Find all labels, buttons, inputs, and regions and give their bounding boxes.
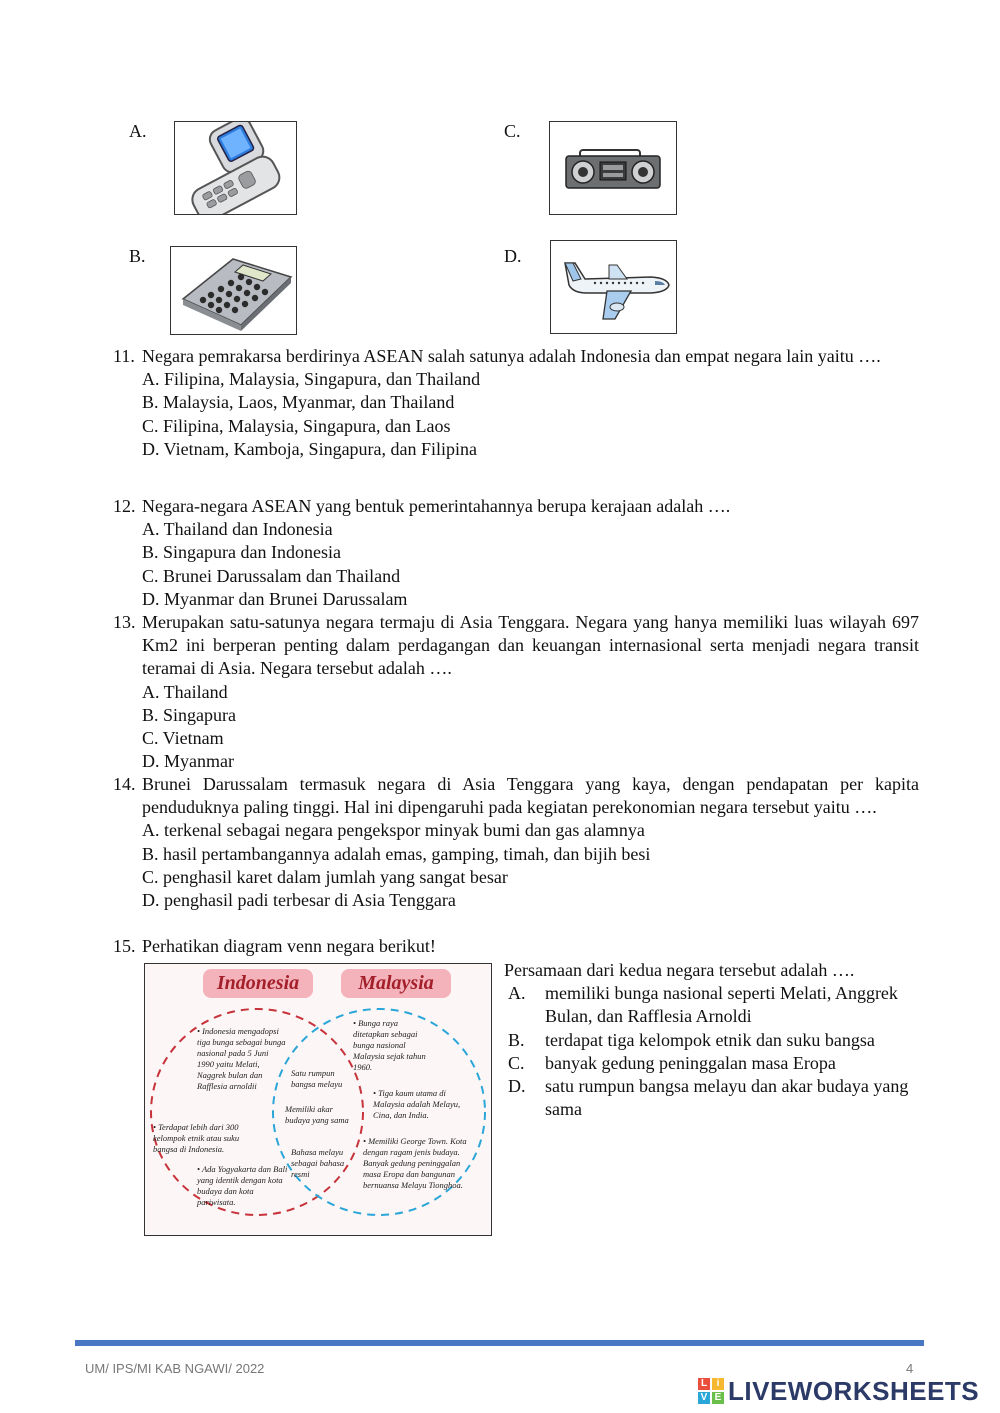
answer-option[interactable]: B. Malaysia, Laos, Myanmar, dan Thailand <box>142 392 455 413</box>
question-13 <box>113 611 919 773</box>
question-number: 13. <box>113 612 136 632</box>
option-b-label: B. <box>129 246 146 266</box>
liveworksheets-logo[interactable] <box>698 1375 979 1407</box>
question-stem: Perhatikan diagram venn negara berikut! <box>142 936 436 956</box>
footer-label: UM/ IPS/MI KAB NGAWI/ 2022 <box>85 1361 265 1376</box>
footer-rule <box>75 1340 924 1346</box>
option-d-label: D. <box>504 246 522 266</box>
venn-middle-item: Memiliki akar budaya yang sama <box>285 1104 349 1125</box>
question-stem: Merupakan satu-satunya negara termaju di Asia Tenggara. Negara yang hanya memiliki luas wilayah 697 Km2 ini berperan penting dalam perdagangan dan keuangan internasional serta menjadi negara transit teramai di Asia. Negara tersebut adalah …. <box>142 612 919 679</box>
venn-diagram <box>144 963 492 1236</box>
question-number: 15. <box>113 936 136 956</box>
calculator-icon <box>171 247 296 334</box>
question-number: 14. <box>113 774 136 794</box>
answer-option[interactable]: D. Vietnam, Kamboja, Singapura, dan Filipina <box>142 438 478 459</box>
option-c-label: C. <box>504 121 521 141</box>
venn-right-item: • Bunga raya ditetapkan sebagai bunga nasional Malaysia sejak tahun 1960. <box>353 1018 426 1072</box>
answer-option[interactable]: A. memiliki bunga nasional seperti Melati, Anggrek Bulan, dan Rafflesia Arnoldi <box>508 983 898 1027</box>
option-a-label: A. <box>129 121 147 141</box>
venn-right-item: • Tiga kaum utama di Malaysia adalah Melayu, Cina, dan India. <box>373 1088 461 1120</box>
answer-option[interactable]: A. Thailand dan Indonesia <box>142 519 333 540</box>
question-15-choices <box>504 959 924 1121</box>
answer-option[interactable]: B. Singapura dan Indonesia <box>142 542 341 563</box>
radio-cassette-icon <box>550 122 676 214</box>
question-number: 12. <box>113 496 136 516</box>
answer-option[interactable]: B. Singapura <box>142 704 236 725</box>
question-number: 11. <box>113 346 135 366</box>
answer-option[interactable]: C. banyak gedung peninggalan masa Eropa <box>508 1052 836 1073</box>
answer-option[interactable]: D. penghasil padi terbesar di Asia Tenggara <box>142 890 456 911</box>
answer-option[interactable]: D. satu rumpun bangsa melayu dan akar budaya yang sama <box>508 1076 909 1120</box>
venn-title-malaysia: Malaysia <box>341 969 451 998</box>
answer-option[interactable]: D. Myanmar <box>142 751 234 772</box>
option-d-image <box>550 240 677 334</box>
venn-middle-item: Bahasa melayu sebagai bahasa resmi <box>291 1147 345 1179</box>
answer-option[interactable]: C. Vietnam <box>142 728 224 749</box>
question-15-prompt: Persamaan dari kedua negara tersebut adalah …. <box>504 960 855 980</box>
answer-option[interactable]: D. Myanmar dan Brunei Darussalam <box>142 588 408 609</box>
venn-left-item: • Ada Yogyakarta dan Bali yang identik dengan kota budaya dan kota pariwisata. <box>197 1164 288 1207</box>
answer-option[interactable]: C. Filipina, Malaysia, Singapura, dan Laos <box>142 415 451 436</box>
question-12 <box>113 495 919 611</box>
question-stem: Brunei Darussalam termasuk negara di Asia Tenggara yang kaya, dengan pendapatan per kapita penduduknya paling tinggi. Hal ini dipengaruhi pada kegiatan perekonomian negara tersebut yaitu …. <box>142 774 919 818</box>
answer-option[interactable]: B. terdapat tiga kelompok etnik dan suku bangsa <box>508 1029 875 1050</box>
answer-option[interactable]: A. Thailand <box>142 681 228 702</box>
airplane-icon <box>551 241 676 333</box>
liveworksheets-logo-icon: L i V E <box>698 1378 724 1404</box>
answer-option[interactable]: A. Filipina, Malaysia, Singapura, dan Thailand <box>142 369 481 390</box>
answer-option[interactable]: B. hasil pertambangannya adalah emas, gamping, timah, dan bijih besi <box>142 843 651 864</box>
answer-option[interactable]: C. penghasil karet dalam jumlah yang sangat besar <box>142 866 508 887</box>
question-stem: Negara pemrakarsa berdirinya ASEAN salah satunya adalah Indonesia dan empat negara lain yaitu …. <box>142 346 881 366</box>
question-stem: Negara-negara ASEAN yang bentuk pemerintahannya berupa kerajaan adalah …. <box>142 496 731 516</box>
answer-option[interactable]: A. terkenal sebagai negara pengekspor minyak bumi dan gas alamnya <box>142 820 645 841</box>
question-15 <box>113 935 919 958</box>
venn-title-indonesia: Indonesia <box>203 969 313 998</box>
answer-option[interactable]: C. Brunei Darussalam dan Thailand <box>142 565 401 586</box>
venn-left-item: • Terdapat lebih dari 300 kelompok etnik atau suku bangsa di Indonesia. <box>153 1122 240 1154</box>
option-a-image <box>174 121 297 215</box>
venn-left-item: • Indonesia mengadopsi tiga bunga sebagai bunga nasional pada 5 Juni 1990 yaitu Melati, Naggrek bulan dan Rafflesia arnoldii <box>197 1026 286 1091</box>
question-14 <box>113 773 919 912</box>
page-number: 4 <box>906 1361 914 1376</box>
venn-middle-item: Satu rumpun bangsa melayu <box>291 1068 343 1089</box>
brand-name: LIVEWORKSHEETS <box>728 1375 980 1406</box>
venn-right-item: • Memiliki George Town. Kota dengan ragam jenis budaya. Banyak gedung peninggalan masa Eropa dan bangunan bernuansa Melayu Tionghoa. <box>363 1136 467 1190</box>
option-c-image <box>549 121 677 215</box>
option-b-image <box>170 246 297 335</box>
flip-phone-icon <box>175 122 296 214</box>
question-11 <box>113 345 919 461</box>
